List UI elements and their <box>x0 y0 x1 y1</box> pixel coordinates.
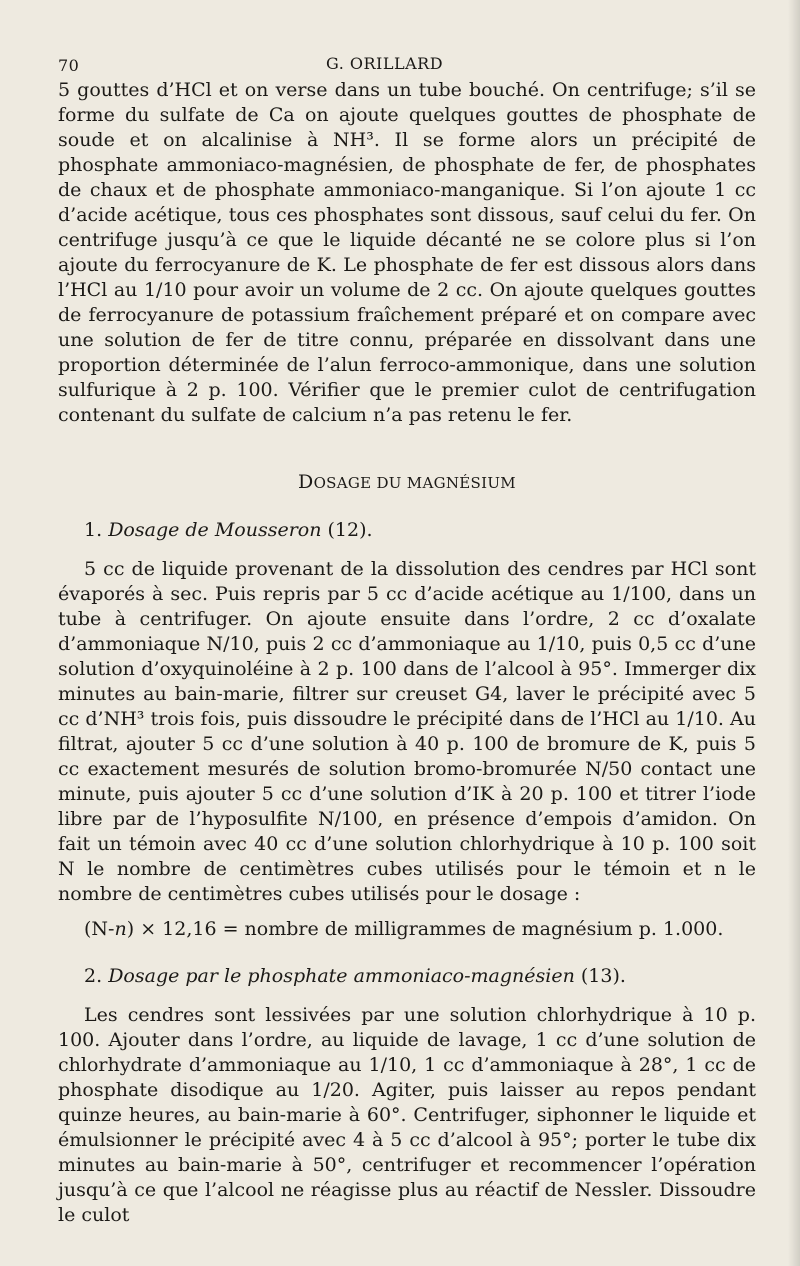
running-head <box>58 48 756 78</box>
formula-lhs-close: ) <box>126 918 135 940</box>
formula-lhs-open: (N- <box>84 918 115 940</box>
running-head-author: G. ORILLARD <box>326 54 444 73</box>
paragraph-iron-dosage: 5 gouttes d’HCl et on verse dans un tube bouché. On centrifuge; s’il se forme du sulfate de Ca on ajoute quelques gouttes de phosphate de soude et on alcalinise à NH³. Il se forme alors un précipité de phosphate ammoniaco-magnésien, de phosphate de fer, de phosphates de chaux et de phosphate ammoniaco-manganique. Si l’on ajoute 1 cc d’acide acétique, tous ces phosphates sont dissous, sauf celui du fer. On centrifuge jusqu’à ce que le liquide décanté ne se colore plus si l’on ajoute du ferrocyanure de K. Le phosphate de fer est dissous alors dans l’HCl au 1/10 pour avoir un volume de 2 cc. On ajoute quelques gouttes de ferrocyanure de potassium fraîchement préparé et on compare avec une solution de fer de titre connu, préparée en dissolvant dans une proportion déterminée de l’alun ferroco-ammonique, dans une solution sulfurique à 2 p. 100. Vérifier que le premier culot de centrifugation contenant du sulfate de calcium n’a pas retenu le fer. <box>58 79 756 426</box>
subsection-number: 1. <box>84 519 103 541</box>
page-number: 70 <box>58 56 80 75</box>
section-title-initial: D <box>298 471 314 493</box>
subsection-title: Dosage de Mousseron <box>108 519 322 541</box>
subsection-title: Dosage par le phosphate ammoniaco-magnésien <box>108 965 575 987</box>
scan-shadow-edge <box>788 0 800 1266</box>
section-title-rest: OSAGE DU MAGNÉSIUM <box>313 474 516 492</box>
subsection-reference: (13). <box>580 965 626 987</box>
formula-magnesium <box>84 917 756 942</box>
paragraph-mousseron-method: 5 cc de liquide provenant de la dissolution des cendres par HCl sont évaporés à sec. Puis repris par 5 cc d’acide acétique au 1/100, dans un tube à centrifuger. On ajoute ensuite dans l’ordre, 2 cc d’oxalate d’ammoniaque N/10, puis 2 cc d’ammoniaque au 1/10, puis 0,5 cc d’une solution d’oxyquinoléine à 2 p. 100 dans de l’alcool à 95°. Immerger dix minutes au bain-marie, filtrer sur creuset G4, laver le précipité avec 5 cc d’NH³ trois fois, puis dissoudre le précipité dans de l’HCl au 1/10. Au filtrat, ajouter 5 cc d’une solution à 40 p. 100 de bromure de K, puis 5 cc exactement mesurés de solution bromo-bromurée N/50 contact une minute, puis ajouter 5 cc d’une solution d’IK à 20 p. 100 et titrer l’iode libre par de l’hyposulfite N/100, en présence d’empois d’amidon. On fait un témoin avec 40 cc d’une solution chlorhydrique à 10 p. 100 soit N le nombre de centimètres cubes utilisés pour le témoin et n le nombre de centimètres cubes utilisés pour le dosage : <box>58 558 756 905</box>
subsection-heading-mousseron <box>84 518 756 543</box>
section-title-magnesium <box>58 470 756 496</box>
formula-rest: × 12,16 = nombre de milligrammes de magnésium p. 1.000. <box>140 918 724 940</box>
body-text <box>58 78 756 1228</box>
paragraph-phosphate-method: Les cendres sont lessivées par une solution chlorhydrique à 10 p. 100. Ajouter dans l’ordre, au liquide de lavage, 1 cc d’une solution de chlorhydrate d’ammoniaque au 1/10, 1 cc d’ammoniaque à 28°, 1 cc de phosphate disodique au 1/20. Agiter, puis laisser au repos pendant quinze heures, au bain-marie à 60°. Centrifuger, siphonner le liquide et émulsionner le précipité avec 4 à 5 cc d’alcool à 95°; porter le tube dix minutes au bain-marie à 50°, centrifuger et recommencer l’opération jusqu’à ce que l’alcool ne réagisse plus au réactif de Nessler. Dissoudre le culot <box>58 1004 756 1226</box>
subsection-number: 2. <box>84 965 103 987</box>
subsection-heading-phosphate <box>84 964 756 989</box>
subsection-reference: (12). <box>327 519 373 541</box>
formula-variable-n: n <box>114 918 127 940</box>
